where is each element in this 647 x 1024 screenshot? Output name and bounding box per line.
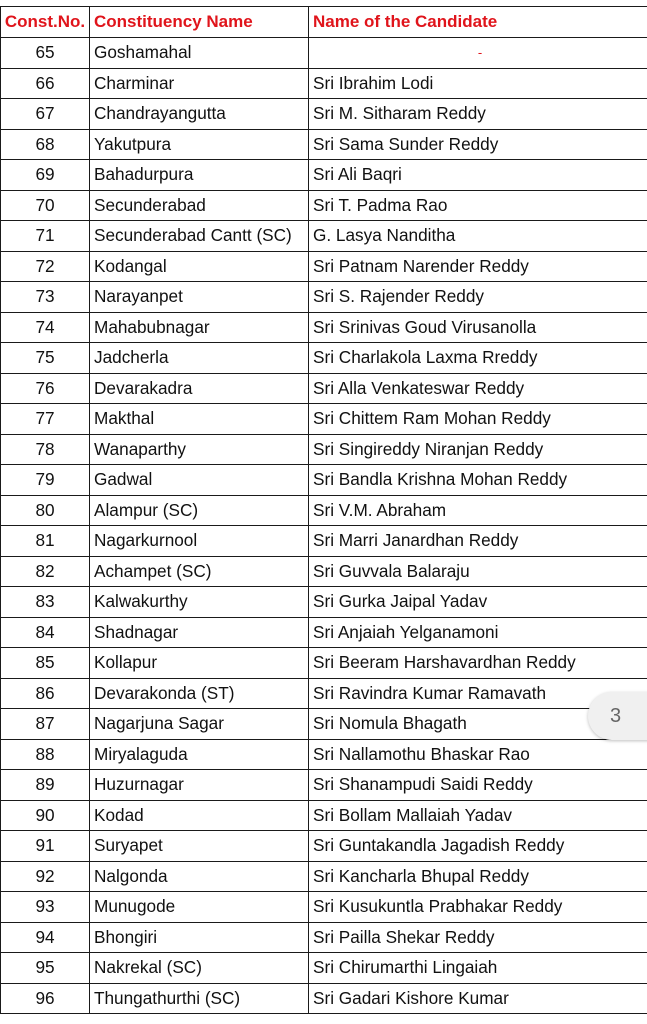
candidate-name-cell: Sri Nallamothu Bhaskar Rao xyxy=(309,739,647,770)
const-no-cell: 66 xyxy=(1,68,90,99)
table-row xyxy=(1,434,647,465)
candidate-name-cell: Sri Kusukuntla Prabhakar Reddy xyxy=(309,892,647,923)
constituency-name-cell: Kalwakurthy xyxy=(90,587,309,618)
table-row xyxy=(1,892,647,923)
candidate-name-cell: Sri Ali Baqri xyxy=(309,160,647,191)
table-row xyxy=(1,190,647,221)
table-row xyxy=(1,99,647,130)
const-no-cell: 65 xyxy=(1,38,90,69)
header-candidate-name: Name of the Candidate xyxy=(309,7,647,38)
const-no-cell: 96 xyxy=(1,983,90,1014)
const-no-cell: 69 xyxy=(1,160,90,191)
candidate-name-cell: Sri Pailla Shekar Reddy xyxy=(309,922,647,953)
table-row xyxy=(1,526,647,557)
table-row xyxy=(1,953,647,984)
table-row xyxy=(1,68,647,99)
constituency-name-cell: Gadwal xyxy=(90,465,309,496)
constituency-name-cell: Kodad xyxy=(90,800,309,831)
constituency-name-cell: Nakrekal (SC) xyxy=(90,953,309,984)
const-no-cell: 76 xyxy=(1,373,90,404)
table-row xyxy=(1,373,647,404)
constituency-name-cell: Thungathurthi (SC) xyxy=(90,983,309,1014)
candidate-name-cell: Sri Gadari Kishore Kumar xyxy=(309,983,647,1014)
table-row xyxy=(1,129,647,160)
const-no-cell: 74 xyxy=(1,312,90,343)
candidate-name-cell: - xyxy=(309,38,647,69)
const-no-cell: 79 xyxy=(1,465,90,496)
candidate-name-cell: Sri Srinivas Goud Virusanolla xyxy=(309,312,647,343)
table-row xyxy=(1,861,647,892)
constituency-name-cell: Bhongiri xyxy=(90,922,309,953)
table-row xyxy=(1,312,647,343)
const-no-cell: 87 xyxy=(1,709,90,740)
candidate-name-cell: Sri Sama Sunder Reddy xyxy=(309,129,647,160)
const-no-cell: 92 xyxy=(1,861,90,892)
constituency-name-cell: Chandrayangutta xyxy=(90,99,309,130)
table-row xyxy=(1,800,647,831)
table-row xyxy=(1,495,647,526)
constituency-name-cell: Devarakadra xyxy=(90,373,309,404)
constituency-name-cell: Goshamahal xyxy=(90,38,309,69)
constituency-name-cell: Devarakonda (ST) xyxy=(90,678,309,709)
constituency-name-cell: Jadcherla xyxy=(90,343,309,374)
table-row xyxy=(1,587,647,618)
table-row xyxy=(1,160,647,191)
table-row xyxy=(1,404,647,435)
const-no-cell: 83 xyxy=(1,587,90,618)
table-row xyxy=(1,465,647,496)
constituency-name-cell: Mahabubnagar xyxy=(90,312,309,343)
table-row xyxy=(1,831,647,862)
const-no-cell: 91 xyxy=(1,831,90,862)
candidate-name-cell: Sri Ibrahim Lodi xyxy=(309,68,647,99)
constituency-name-cell: Makthal xyxy=(90,404,309,435)
const-no-cell: 72 xyxy=(1,251,90,282)
candidate-name-cell: Sri Ravindra Kumar Ramavath xyxy=(309,678,647,709)
constituency-name-cell: Munugode xyxy=(90,892,309,923)
const-no-cell: 75 xyxy=(1,343,90,374)
table-row xyxy=(1,617,647,648)
candidate-name-cell: Sri Nomula Bhagath xyxy=(309,709,647,740)
const-no-cell: 88 xyxy=(1,739,90,770)
table-row xyxy=(1,251,647,282)
constituency-name-cell: Secunderabad xyxy=(90,190,309,221)
const-no-cell: 84 xyxy=(1,617,90,648)
const-no-cell: 81 xyxy=(1,526,90,557)
const-no-cell: 90 xyxy=(1,800,90,831)
candidate-name-cell: Sri Gurka Jaipal Yadav xyxy=(309,587,647,618)
table-row xyxy=(1,343,647,374)
constituency-name-cell: Yakutpura xyxy=(90,129,309,160)
constituency-name-cell: Huzurnagar xyxy=(90,770,309,801)
candidate-name-cell: Sri Marri Janardhan Reddy xyxy=(309,526,647,557)
const-no-cell: 94 xyxy=(1,922,90,953)
constituency-name-cell: Charminar xyxy=(90,68,309,99)
constituency-name-cell: Kollapur xyxy=(90,648,309,679)
const-no-cell: 85 xyxy=(1,648,90,679)
candidate-name-cell: Sri Kancharla Bhupal Reddy xyxy=(309,861,647,892)
const-no-cell: 89 xyxy=(1,770,90,801)
candidate-name-cell: Sri V.M. Abraham xyxy=(309,495,647,526)
const-no-cell: 82 xyxy=(1,556,90,587)
constituency-name-cell: Nagarkurnool xyxy=(90,526,309,557)
constituency-name-cell: Bahadurpura xyxy=(90,160,309,191)
const-no-cell: 68 xyxy=(1,129,90,160)
candidate-name-cell: Sri S. Rajender Reddy xyxy=(309,282,647,313)
candidate-name-cell: Sri Patnam Narender Reddy xyxy=(309,251,647,282)
constituency-name-cell: Shadnagar xyxy=(90,617,309,648)
candidate-name-cell: Sri Guvvala Balaraju xyxy=(309,556,647,587)
candidate-name-cell: Sri Singireddy Niranjan Reddy xyxy=(309,434,647,465)
candidate-name-cell: Sri Charlakola Laxma Rreddy xyxy=(309,343,647,374)
candidate-name-cell: Sri Chittem Ram Mohan Reddy xyxy=(309,404,647,435)
header-const-no: Const.No. xyxy=(1,7,90,38)
const-no-cell: 73 xyxy=(1,282,90,313)
candidate-name-cell: Sri Shanampudi Saidi Reddy xyxy=(309,770,647,801)
candidate-name-cell: Sri Bollam Mallaiah Yadav xyxy=(309,800,647,831)
table-row xyxy=(1,221,647,252)
candidate-name-cell: G. Lasya Nanditha xyxy=(309,221,647,252)
candidate-name-cell: Sri Bandla Krishna Mohan Reddy xyxy=(309,465,647,496)
candidate-name-cell: Sri T. Padma Rao xyxy=(309,190,647,221)
table-row xyxy=(1,770,647,801)
const-no-cell: 93 xyxy=(1,892,90,923)
constituency-name-cell: Miryalaguda xyxy=(90,739,309,770)
table-row xyxy=(1,709,647,740)
constituency-name-cell: Achampet (SC) xyxy=(90,556,309,587)
page-number-badge[interactable]: 3 xyxy=(588,692,647,740)
table-body xyxy=(1,38,647,1014)
const-no-cell: 71 xyxy=(1,221,90,252)
constituency-name-cell: Nalgonda xyxy=(90,861,309,892)
table-row xyxy=(1,678,647,709)
const-no-cell: 95 xyxy=(1,953,90,984)
constituency-name-cell: Kodangal xyxy=(90,251,309,282)
candidates-table xyxy=(0,6,647,1014)
table-row xyxy=(1,282,647,313)
candidate-name-cell: Sri Chirumarthi Lingaiah xyxy=(309,953,647,984)
constituency-name-cell: Alampur (SC) xyxy=(90,495,309,526)
const-no-cell: 80 xyxy=(1,495,90,526)
table-row xyxy=(1,38,647,69)
table-row xyxy=(1,556,647,587)
table-row xyxy=(1,922,647,953)
const-no-cell: 70 xyxy=(1,190,90,221)
candidate-name-cell: Sri Alla Venkateswar Reddy xyxy=(309,373,647,404)
const-no-cell: 86 xyxy=(1,678,90,709)
table-row xyxy=(1,983,647,1014)
constituency-name-cell: Suryapet xyxy=(90,831,309,862)
const-no-cell: 78 xyxy=(1,434,90,465)
constituency-name-cell: Wanaparthy xyxy=(90,434,309,465)
candidate-name-cell: Sri Guntakandla Jagadish Reddy xyxy=(309,831,647,862)
constituency-name-cell: Nagarjuna Sagar xyxy=(90,709,309,740)
candidate-name-cell: Sri M. Sitharam Reddy xyxy=(309,99,647,130)
const-no-cell: 77 xyxy=(1,404,90,435)
candidate-name-cell: Sri Anjaiah Yelganamoni xyxy=(309,617,647,648)
constituency-name-cell: Secunderabad Cantt (SC) xyxy=(90,221,309,252)
header-constituency-name: Constituency Name xyxy=(90,7,309,38)
constituency-name-cell: Narayanpet xyxy=(90,282,309,313)
table-row xyxy=(1,648,647,679)
const-no-cell: 67 xyxy=(1,99,90,130)
candidate-name-cell: Sri Beeram Harshavardhan Reddy xyxy=(309,648,647,679)
table-row xyxy=(1,739,647,770)
table-header-row xyxy=(1,7,647,38)
